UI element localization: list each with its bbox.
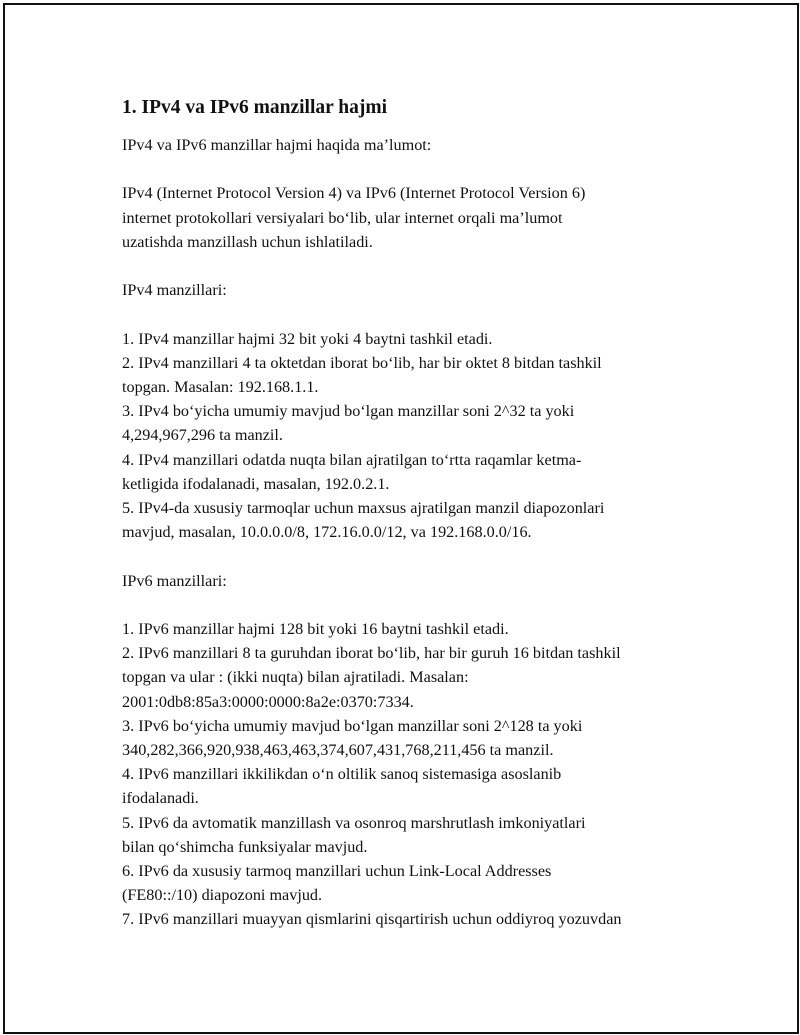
ipv6-list-line: 3. IPv6 bo‘yicha umumiy mavjud bo‘lgan manzillar soni 2^128 ta yoki xyxy=(122,716,583,735)
description-line: internet protokollari versiyalari bo‘lib, ular internet orqali ma’lumot xyxy=(122,208,563,227)
paragraph-gap xyxy=(122,593,742,617)
ipv6-list-line: topgan va ular : (ikki nuqta) bilan ajratiladi. Masalan: xyxy=(122,668,469,687)
ipv4-list-line: 5. IPv4-da xususiy tarmoqlar uchun maxsus ajratilgan manzil diapozonlari xyxy=(122,499,605,517)
intro-text: IPv4 va IPv6 manzillar hajmi haqida ma’lumot: xyxy=(122,136,432,154)
ipv6-list-line: 2. IPv6 manzillari 8 ta guruhdan iborat bo‘lib, har bir guruh 16 bitdan tashkil xyxy=(122,644,621,663)
page-frame xyxy=(3,3,799,1034)
document-body xyxy=(122,93,742,932)
ipv6-list-line: 4. IPv6 manzillari ikkilikdan o‘n oltilik sanoq sistemasiga asoslanib xyxy=(122,765,562,784)
ipv6-list-line: (FE80::/10) diapozoni mavjud. xyxy=(122,886,323,905)
description-line: IPv4 (Internet Protocol Version 4) va IPv6 (Internet Protocol Version 6) xyxy=(122,184,586,203)
section-heading: 1. IPv4 va IPv6 manzillar hajmi xyxy=(122,97,388,118)
paragraph-gap xyxy=(122,544,742,568)
paragraph-gap xyxy=(122,157,742,181)
ipv6-list xyxy=(122,617,742,932)
ipv4-list-line: 2. IPv4 manzillari 4 ta oktetdan iborat bo‘lib, har bir oktet 8 bitdan tashkil xyxy=(122,353,602,372)
ipv4-list-line: ketligida ifodalanadi, masalan, 192.0.2.1. xyxy=(122,474,390,493)
ipv4-section-title: IPv4 manzillari: xyxy=(122,281,227,300)
ipv4-list xyxy=(122,327,742,545)
ipv4-list-line: mavjud, masalan, 10.0.0.0/8, 172.16.0.0/12, va 192.168.0.0/16. xyxy=(122,523,532,542)
description-line: uzatishda manzillash uchun ishlatiladi. xyxy=(122,232,373,251)
paragraph-gap xyxy=(122,302,742,326)
ipv6-list-line: bilan qo‘shimcha funksiyalar mavjud. xyxy=(122,837,368,856)
ipv4-list-line: 3. IPv4 bo‘yicha umumiy mavjud bo‘lgan manzillar soni 2^32 ta yoki xyxy=(122,402,575,421)
description-paragraph xyxy=(122,181,742,254)
ipv6-list-line: 6. IPv6 da xususiy tarmoq manzillari uchun Link-Local Addresses xyxy=(122,862,552,881)
paragraph-gap xyxy=(122,254,742,278)
ipv6-section-title: IPv6 manzillari: xyxy=(122,571,227,590)
ipv4-list-line: 4,294,967,296 ta manzil. xyxy=(122,426,283,445)
ipv4-list-line: 4. IPv4 manzillari odatda nuqta bilan ajratilgan to‘rtta raqamlar ketma- xyxy=(122,450,582,469)
ipv6-list-line: ifodalanadi. xyxy=(122,789,199,808)
ipv6-list-line: 2001:0db8:85a3:0000:0000:8a2e:0370:7334. xyxy=(122,692,414,711)
ipv4-list-line: 1. IPv4 manzillar hajmi 32 bit yoki 4 baytni tashkil etadi. xyxy=(122,329,493,348)
ipv6-list-line: 340,282,366,920,938,463,463,374,607,431,768,211,456 ta manzil. xyxy=(122,741,554,759)
ipv6-list-line: 5. IPv6 da avtomatik manzillash va osonroq marshrutlash imkoniyatlari xyxy=(122,813,586,832)
ipv6-list-line: 7. IPv6 manzillari muayyan qismlarini qisqartirish uchun oddiyroq yozuvdan xyxy=(122,910,622,929)
ipv6-list-line: 1. IPv6 manzillar hajmi 128 bit yoki 16 baytni tashkil etadi. xyxy=(122,619,509,638)
ipv4-list-line: topgan. Masalan: 192.168.1.1. xyxy=(122,377,319,396)
